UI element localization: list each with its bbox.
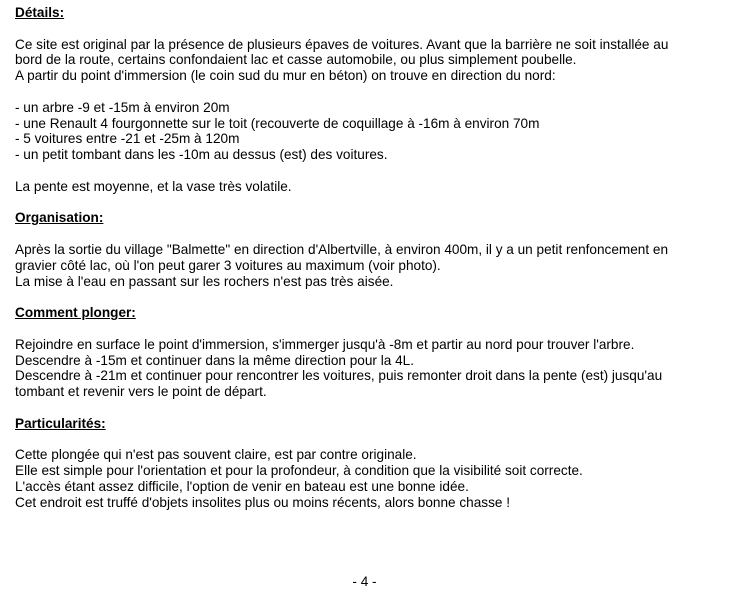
text-line: Cet endroit est truffé d'objets insolites plus ou moins récents, alors bonne chasse ! xyxy=(15,494,511,510)
page-number: - 4 - xyxy=(352,574,377,589)
section-heading-details: Détails: xyxy=(15,5,65,20)
text-line: Descendre à -21m et continuer pour rencontrer les voitures, puis remonter droit dans la pente (est) jusqu'au xyxy=(15,368,663,384)
section-particularites xyxy=(15,416,715,511)
text-line: Cette plongée qui n'est pas souvent claire, est par contre originale. xyxy=(15,447,417,463)
details-paragraph-slope xyxy=(15,179,715,195)
section-details xyxy=(15,5,715,195)
section-comment-plonger xyxy=(15,305,715,400)
text-line: La mise à l'eau en passant sur les rochers n'est pas très aisée. xyxy=(15,273,394,289)
text-line: Rejoindre en surface le point d'immersion, s'immerger jusqu'à -8m et partir au nord pour trouver l'arbre. xyxy=(15,336,635,352)
text-line: gravier côté lac, où l'on peut garer 3 voitures au maximum (voir photo). xyxy=(15,257,441,273)
section-heading-particularites: Particularités: xyxy=(15,415,106,431)
details-paragraph-intro xyxy=(15,37,715,84)
comment-plonger-paragraph xyxy=(15,337,715,400)
list-item: - une Renault 4 fourgonnette sur le toit (recouverte de coquillage à -16m à environ 70m xyxy=(15,115,540,131)
text-line: Elle est simple pour l'orientation et pour la profondeur, à condition que la visibilité soit correcte. xyxy=(15,463,583,479)
particularites-paragraph xyxy=(15,447,715,510)
text-line: La pente est moyenne, et la vase très volatile. xyxy=(15,178,292,194)
section-organisation xyxy=(15,210,715,289)
document-page xyxy=(15,5,715,511)
details-list xyxy=(15,100,715,163)
text-line: tombant et revenir vers le point de départ. xyxy=(15,384,267,400)
list-item: - un petit tombant dans les -10m au dessus (est) des voitures. xyxy=(15,147,388,163)
list-item: - un arbre -9 et -15m à environ 20m xyxy=(15,99,230,115)
section-heading-comment-plonger: Comment plonger: xyxy=(15,305,136,321)
text-line: Descendre à -15m et continuer dans la même direction pour la 4L. xyxy=(15,352,414,368)
text-line: Après la sortie du village "Balmette" en direction d'Albertville, à environ 400m, il y a un petit renfoncement en xyxy=(15,241,669,257)
section-heading-organisation: Organisation: xyxy=(15,210,104,226)
text-line: Ce site est original par la présence de plusieurs épaves de voitures. Avant que la barrière ne soit installée au xyxy=(15,36,669,52)
text-line: L'accès étant assez difficile, l'option de venir en bateau est une bonne idée. xyxy=(15,478,469,494)
organisation-paragraph xyxy=(15,242,715,289)
text-line: A partir du point d'immersion (le coin sud du mur en béton) on trouve en direction du nord: xyxy=(15,68,556,84)
list-item: - 5 voitures entre -21 et -25m à 120m xyxy=(15,131,240,147)
text-line: bord de la route, certains confondaient lac et casse automobile, ou plus simplement poubelle. xyxy=(15,52,577,68)
